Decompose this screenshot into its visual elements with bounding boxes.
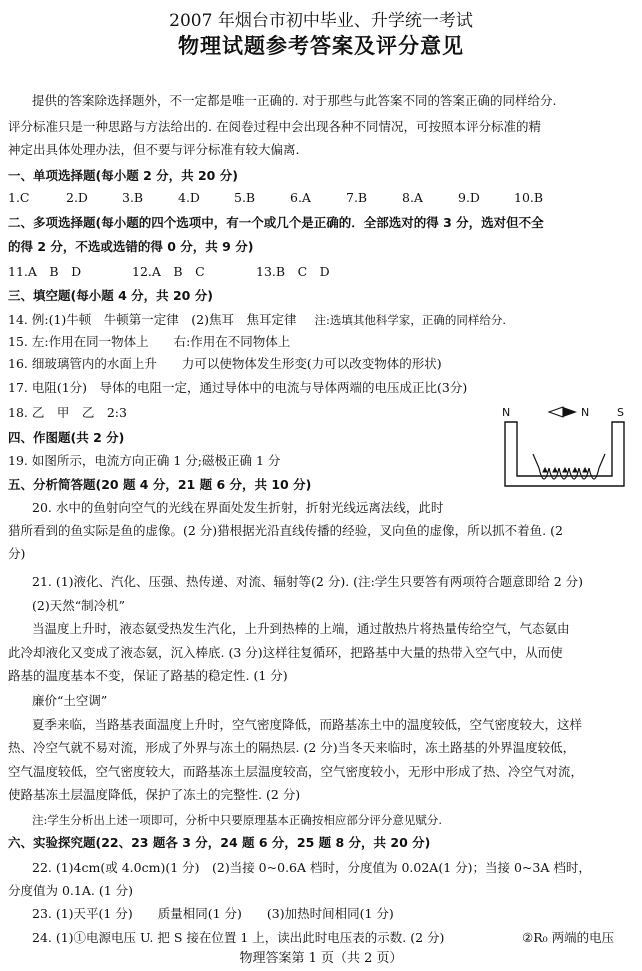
electromagnet-figure <box>497 404 632 499</box>
q24-part-1: 24. (1)①电源电压 U. 把 S 接在位置 1 上，读出此时电压表的示数. (2 分) <box>32 930 445 945</box>
question-20-line-2: 猎所看到的鱼实际是鱼的虚像。(2 分)猎根据光沿直线传播的经验，叉向鱼的虚像，所以抓不着鱼. (2 <box>8 523 563 538</box>
answer-3: 3.B <box>122 190 144 205</box>
exam-title: 2007 年烟台市初中毕业、升学统一考试 <box>169 11 473 31</box>
answer-4: 4.D <box>178 190 200 205</box>
question-21-line-5: 路基的温度基本不变，保证了路基的稳定性. (1 分) <box>8 668 288 683</box>
answer-1: 1.C <box>8 190 30 205</box>
section-5-title: 五、分析简答题(20 题 4 分，21 题 6 分，共 10 分) <box>8 477 312 492</box>
section-6-title: 六、实验探究题(22、23 题各 3 分，24 题 6 分，25 题 8 分，共 20 分) <box>8 835 431 850</box>
electromagnet-diagram <box>497 404 632 499</box>
intro-line-1: 提供的答案除选择题外，不一定都是唯一正确的. 对于那些与此答案不同的答案正确的同样给分. <box>32 93 557 108</box>
q14-note: 注:选填其他科学家，正确的同样给分. <box>314 313 507 327</box>
question-21-line-3: 当温度上升时，液态氨受热发生汽化，上升到热棒的上端，通过散热片将热量传给空气，气态氨由 <box>32 621 570 636</box>
pole-label-left: N <box>502 406 511 419</box>
answer-13: 13.B C D <box>256 264 330 279</box>
answer-5: 5.B <box>234 190 256 205</box>
answer-8: 8.A <box>402 190 423 205</box>
question-22-line-1: 22. (1)4cm(或 4.0cm)(1 分) (2)当接 0~0.6A 档时，分度值为 0.02A(1 分)；当接 0~3A 档时， <box>32 860 591 875</box>
needle-label: N <box>581 406 590 419</box>
question-18: 18. 乙 甲 乙 2:3 <box>8 405 127 420</box>
answer-2: 2.D <box>66 190 88 205</box>
document-title: 物理试题参考答案及评分意见 <box>178 33 464 58</box>
q14-answer: 14. 例:(1)牛顿 牛顿第一定律 (2)焦耳 焦耳定律 <box>8 312 297 327</box>
question-20-line-3: 分) <box>8 546 26 561</box>
question-21-line-6: 廉价“土空调” <box>32 693 108 708</box>
question-14 <box>8 310 506 328</box>
section-2-title-cont: 的得 2 分，不选或选错的得 0 分，共 9 分) <box>8 239 254 254</box>
question-16: 16. 细玻璃管内的水面上升 力可以使物体发生形变(力可以改变物体的形状) <box>8 356 442 371</box>
question-23: 23. (1)天平(1 分) 质量相同(1 分) (3)加热时间相同(1 分) <box>32 906 394 921</box>
answer-11: 11.A B D <box>8 264 82 279</box>
page-footer: 物理答案第 1 页（共 2 页） <box>239 951 403 966</box>
question-19: 19. 如图所示，电流方向正确 1 分;磁极正确 1 分 <box>8 453 281 468</box>
section-3-title: 三、填空题(每小题 4 分，共 20 分) <box>8 288 213 303</box>
question-21-line-4: 此冷却液化又变成了液态氨，沉入棒底. (3 分)这样往复循环，把路基中大量的热带入空气中，从而使 <box>8 645 563 660</box>
section-4-title: 四、作图题(共 2 分) <box>8 430 125 445</box>
question-20-line-1: 20. 水中的鱼射向空气的光线在界面处发生折射，折射光线远离法线，此时 <box>32 500 444 515</box>
section-2-title: 二、多项选择题(每小题的四个选项中，有一个或几个是正确的．全部选对的得 3 分，选对但不全 <box>8 215 544 230</box>
answer-9: 9.D <box>458 190 480 205</box>
section-1-title: 一、单项选择题(每小题 2 分，共 20 分) <box>8 168 238 183</box>
intro-line-2: 评分标准只是一种思路与方法给出的. 在阅卷过程中会出现各种不同情况，可按照本评分标准的精 <box>8 119 541 134</box>
section-2-answers <box>8 262 376 280</box>
answer-10: 10.B <box>514 190 544 205</box>
question-24 <box>32 928 614 946</box>
q24-part-2: ②R₀ 两端的电压 <box>522 930 615 945</box>
question-21-line-2: (2)天然“制冷机” <box>32 598 125 613</box>
question-21-line-7: 夏季来临，当路基表面温度上升时，空气密度降低，而路基冻土中的温度较低，空气密度较大，这样 <box>32 717 583 732</box>
answer-6: 6.A <box>290 190 311 205</box>
pole-label-right: S <box>617 406 624 419</box>
question-17: 17. 电阻(1分) 导体的电阻一定，通过导体中的电流与导体两端的电压成正比(3分) <box>8 380 468 395</box>
question-21-line-1: 21. (1)液化、汽化、压强、热传递、对流、辐射等(2 分). (注:学生只要答有两项符合题意即给 2 分) <box>32 574 584 589</box>
question-21-line-8: 热、冷空气就不易对流，形成了外界与冻土的隔热层. (2 分)当冬天来临时，冻土路基的外界温度较低， <box>8 740 576 755</box>
question-22-line-2: 分度值为 0.1A. (1 分) <box>8 883 134 898</box>
question-21-line-9: 空气温度较低，空气密度较大，而路基冻土层温度较高，空气密度较小，无形中形成了热、冷空气对流， <box>8 764 584 779</box>
intro-line-3: 神定出具体处理办法，但不要与评分标准有较大偏离. <box>8 142 300 157</box>
question-21-line-10: 使路基冻土层温度降低，保护了冻土的完整性. (2 分) <box>8 787 301 802</box>
section-1-answers <box>8 190 564 205</box>
question-21-note: 注:学生分析出上述一项即可，分析中只要原理基本正确按相应部分评分意见赋分. <box>32 813 443 827</box>
question-15: 15. 左:作用在同一物体上 右:作用在不同物体上 <box>8 334 291 349</box>
answer-12: 12.A B C <box>132 264 205 279</box>
answer-7: 7.B <box>346 190 368 205</box>
